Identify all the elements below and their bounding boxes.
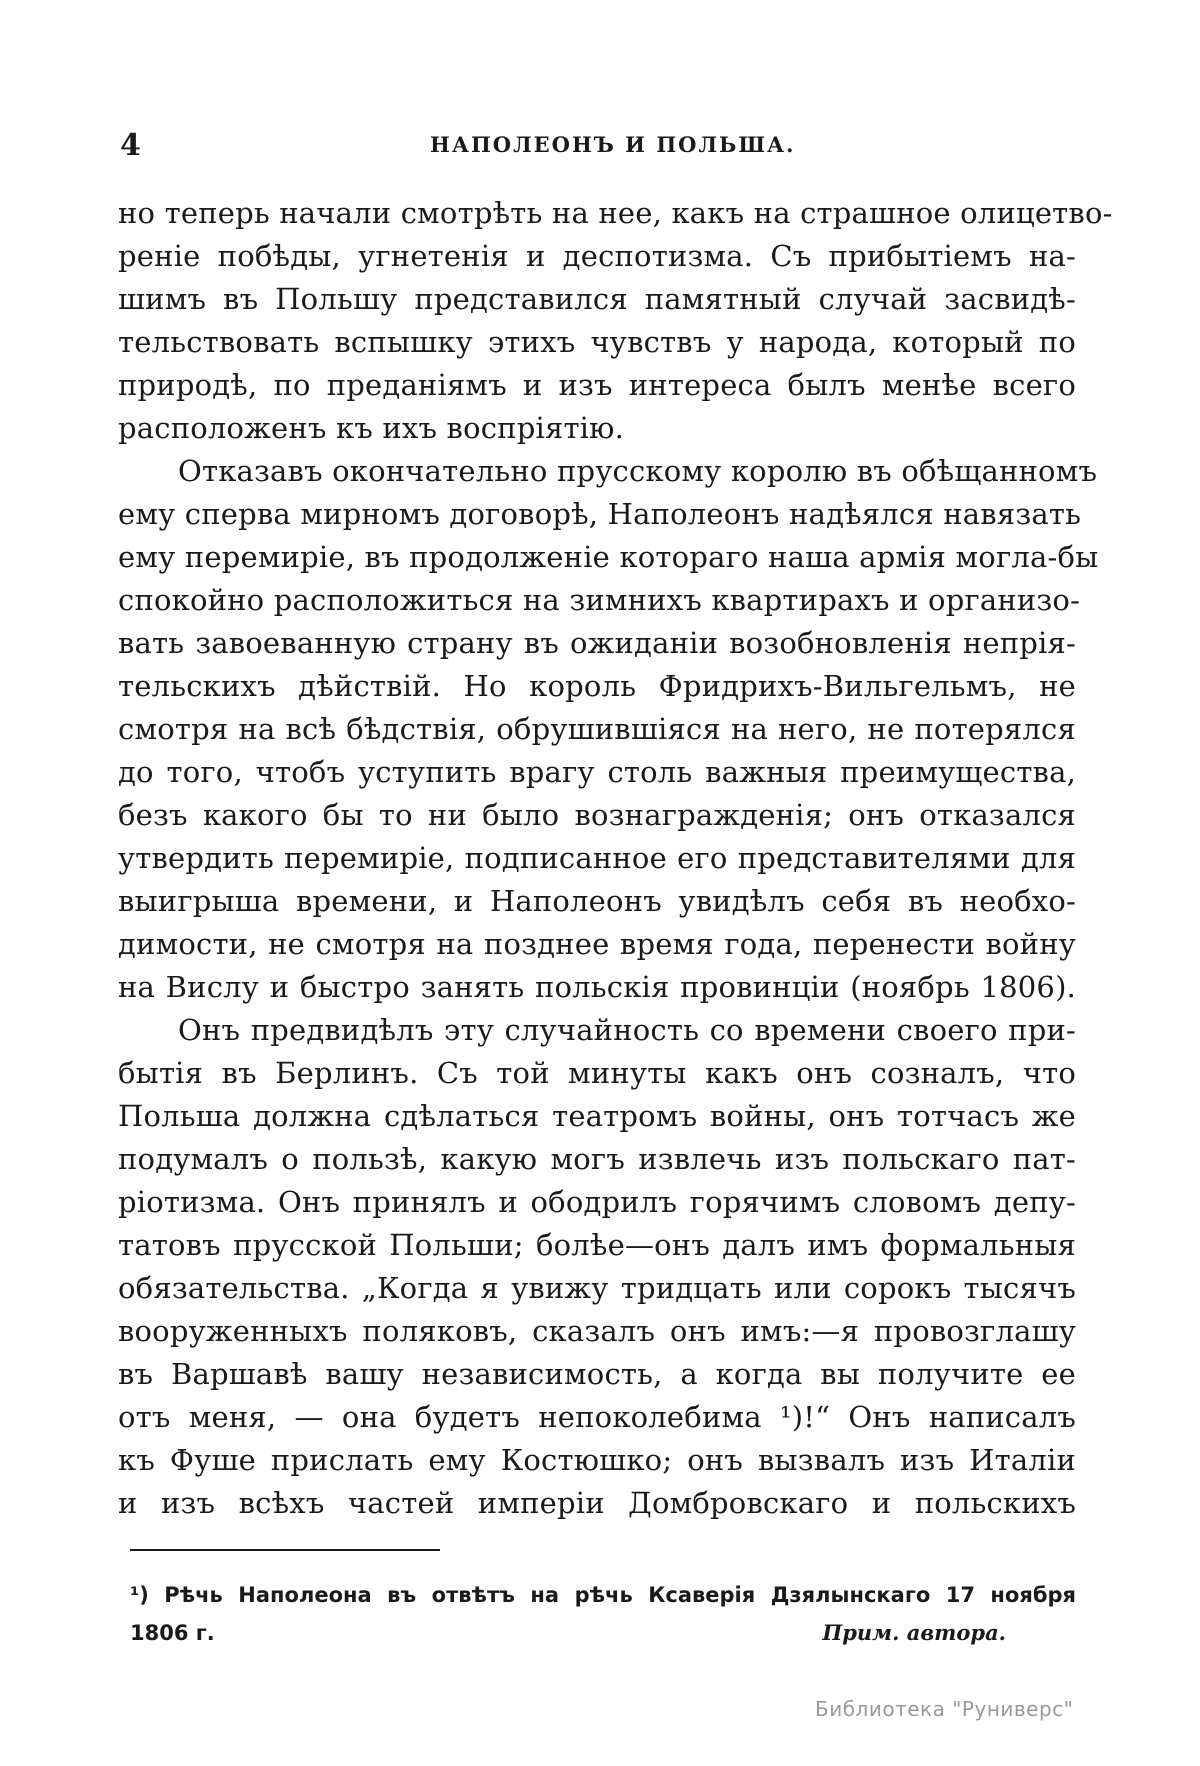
text-line: расположенъ къ ихъ воспріятію. <box>118 411 625 445</box>
text-line: смотря на всѣ бѣдствія, обрушившіяся на него, не потерялся <box>118 712 1076 746</box>
text-line: димости, не смотря на позднее время года, перенести войну <box>118 927 1076 961</box>
text-line: татовъ прусской Польши; болѣе—онъ далъ имъ формальныя <box>118 1228 1076 1262</box>
text-line: реніе побѣды, угнетенія и деспотизма. Съ прибытіемъ на- <box>118 239 1076 273</box>
text-line: Польша должна сдѣлаться театромъ войны, онъ тотчасъ же <box>118 1099 1076 1133</box>
text-line: и изъ всѣхъ частей имперіи Домбровскаго и польскихъ <box>118 1486 1076 1520</box>
text-line: ріотизма. Онъ принялъ и ободрилъ горячимъ словомъ депу- <box>118 1185 1076 1219</box>
text-line: до того, чтобъ уступить врагу столь важныя преимущества, <box>118 755 1076 789</box>
text-line: вать завоеванную страну въ ожиданіи возобновленія непрія- <box>118 626 1076 660</box>
text-line: природѣ, по преданіямъ и изъ интереса былъ менѣе всего <box>118 368 1076 402</box>
text-line: бытія въ Берлинъ. Съ той минуты какъ онъ созналъ, что <box>118 1056 1076 1090</box>
text-line: въ Варшавѣ вашу независимость, а когда вы получите ее <box>118 1357 1076 1391</box>
text-line: выигрыша времени, и Наполеонъ увидѣлъ себя въ необхо- <box>118 884 1076 918</box>
text-line: на Вислу и быстро занять польскія провинціи (ноябрь 1806). <box>118 970 1076 1004</box>
text-line: но теперь начали смотрѣть на нее, какъ на страшное олицетво- <box>118 196 1113 230</box>
footnote-line <box>130 1614 1076 1652</box>
text-line: отъ меня, — она будетъ непоколебима ¹)!“ Онъ написалъ <box>118 1400 1076 1434</box>
text-line: ему перемиріе, въ продолженіе котораго наша армія могла-бы <box>118 540 1099 574</box>
text-line: вооруженныхъ поляковъ, сказалъ онъ имъ:—я провозглашу <box>118 1314 1076 1348</box>
text-line: Отказавъ окончательно прусскому королю въ обѣщанномъ <box>178 454 1098 488</box>
text-line: безъ какого бы то ни было вознагражденія; онъ отказался <box>118 798 1076 832</box>
library-watermark: Библиотека "Руниверс" <box>815 1697 1074 1721</box>
page-header <box>118 128 1078 168</box>
text-line: ему сперва мирномъ договорѣ, Наполеонъ надѣялся навязать <box>118 497 1082 531</box>
footnote <box>130 1576 1076 1652</box>
running-title: НАПОЛЕОНЪ И ПОЛЬША. <box>430 132 796 157</box>
body-text <box>118 192 1113 1525</box>
text-line: къ Фуше прислать ему Костюшко; онъ вызвалъ изъ Италіи <box>118 1443 1076 1477</box>
text-line: тельствовать вспышку этихъ чувствъ у народа, который по <box>118 325 1076 359</box>
text-line: подумалъ о пользѣ, какую могъ извлечь изъ польскаго пат- <box>118 1142 1076 1176</box>
footnote-year: 1806 г. <box>130 1621 215 1645</box>
footnote-divider <box>130 1549 440 1551</box>
text-line: тельскихъ дѣйствій. Но король Фридрихъ-Вильгельмъ, не <box>118 669 1076 703</box>
text-line: спокойно расположиться на зимнихъ квартирахъ и организо- <box>118 583 1081 617</box>
page-number: 4 <box>120 128 141 163</box>
text-line: обязательства. „Когда я увижу тридцать или сорокъ тысячъ <box>118 1271 1076 1305</box>
text-line: утвердить перемиріе, подписанное его представителями для <box>118 841 1076 875</box>
footnote-line: ¹) Рѣчь Наполеона въ отвѣтъ на рѣчь Ксаверія Дзялынскаго 17 ноября <box>130 1583 1076 1607</box>
text-line: Онъ предвидѣлъ эту случайность со времени своего при- <box>178 1013 1076 1047</box>
text-line: шимъ въ Польшу представился памятный случай засвидѣ- <box>118 282 1076 316</box>
footnote-attribution: Прим. автора. <box>822 1620 1006 1645</box>
